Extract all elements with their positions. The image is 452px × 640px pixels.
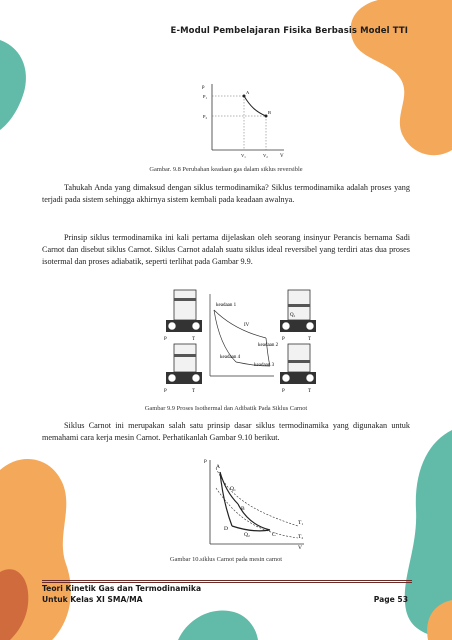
cylinder-top-right: [280, 290, 316, 342]
label-t-tl: T: [192, 337, 196, 342]
cycle-q2: Q₂: [244, 532, 250, 538]
orange-blob-bottom-left: [0, 452, 78, 640]
label-q1: Q₁: [290, 313, 296, 318]
paragraph-siklus-termodinamika: [42, 182, 410, 206]
figure-pv-reversible: [196, 80, 288, 158]
tick-p1: P₁: [203, 94, 208, 99]
tick-v1: V₁: [241, 153, 246, 158]
teal-blob-bottom-center: [178, 606, 258, 640]
figure2-caption: Gambar 9.9 Proses Isothermal dan Adibatik Pada Siklus Carnot: [144, 405, 308, 412]
figure3-caption: Gambar 10.siklus Carnot pada mesin carnot: [169, 556, 283, 563]
cycle-point-a: A: [216, 464, 220, 470]
point-b: B: [268, 110, 272, 115]
paragraph-siklus-carnot: [42, 420, 410, 444]
label-t-br: T: [308, 389, 312, 394]
teal-blob-top-left: [0, 40, 30, 130]
label-t-tr: T: [308, 337, 312, 342]
footer-subtitle: Untuk Kelas XI SMA/MA: [42, 595, 143, 604]
figure-carnot-cycle: [198, 454, 308, 550]
label-state4: keadaan 4: [220, 355, 241, 360]
orange-blob-top-right: [348, 0, 452, 160]
label-p-tl: P: [164, 337, 167, 342]
axis-v-label: V: [280, 154, 284, 158]
label-p-br: P: [282, 389, 285, 394]
footer-title: Teori Kinetik Gas dan Termodinamika: [42, 584, 202, 593]
tick-p2: P₂: [203, 114, 208, 119]
tick-v2: V₂: [263, 153, 268, 158]
paragraph-text-1: Tahukah Anda yang dimaksud dengan siklus termodinamika? Siklus termodinamika adalah proses yang terjadi pada sistem sehingga akhirnya sistem kembali pada keadaan awalnya.: [42, 183, 410, 204]
label-p-bl: P: [164, 389, 167, 394]
footer-divider: [42, 580, 412, 581]
figure1-caption: Gambar. 9.8 Perubahan keadaan gas dalam siklus reversible: [149, 166, 303, 173]
figure-carnot-processes: [162, 286, 322, 396]
point-a: A: [246, 90, 250, 95]
label-state2: keadaan 2: [258, 343, 279, 348]
cycle-t1: T₁: [298, 520, 304, 526]
cycle-t2: T₂: [298, 534, 304, 540]
axis-p-label-2: p: [204, 458, 207, 464]
label-state1: keadaan 1: [216, 303, 237, 308]
axis-p-label: p: [202, 85, 205, 90]
axis-v-label-2: V: [298, 545, 302, 550]
label-state3: keadaan 3: [254, 363, 275, 368]
cycle-point-d: D: [224, 526, 228, 532]
label-iv: IV: [244, 323, 250, 328]
paragraph-text-2: Prinsip siklus termodinamika ini kali pertama dijelaskan oleh seorang insinyur Perancis bernama Sadi Carnot dan disebut siklus Carnot. Siklus Carnot adalah suatu siklus ideal reversibel yang terdiri atas dua proses isotermal dan proses adiabatik, seperti terlihat pada Gambar 9.9.: [42, 233, 410, 266]
paragraph-prinsip-carnot: [42, 232, 410, 268]
cylinder-bottom-right: [280, 344, 316, 394]
cylinder-top-left: [164, 290, 202, 342]
label-p-tr: P: [282, 337, 285, 342]
cycle-point-b: B: [241, 506, 245, 512]
cycle-q1: Q₁: [230, 486, 236, 492]
cylinder-bottom-left: [164, 344, 202, 394]
module-title: E-Modul Pembelajaran Fisika Berbasis Model TTI: [170, 26, 408, 36]
orange-blob-bottom-right: [404, 600, 452, 640]
label-t-bl: T: [192, 389, 196, 394]
paragraph-text-3: Siklus Carnot ini merupakan salah satu prinsip dasar siklus termodinamika yang digunakan untuk memahami cara kerja mesin Carnot. Perhatikanlah Gambar 9.10 berikut.: [42, 421, 410, 442]
carnot-pv-sketch: [210, 294, 279, 376]
cycle-point-c: C: [272, 532, 276, 538]
page-number: Page 53: [373, 595, 408, 604]
footer-divider-2: [42, 582, 412, 583]
